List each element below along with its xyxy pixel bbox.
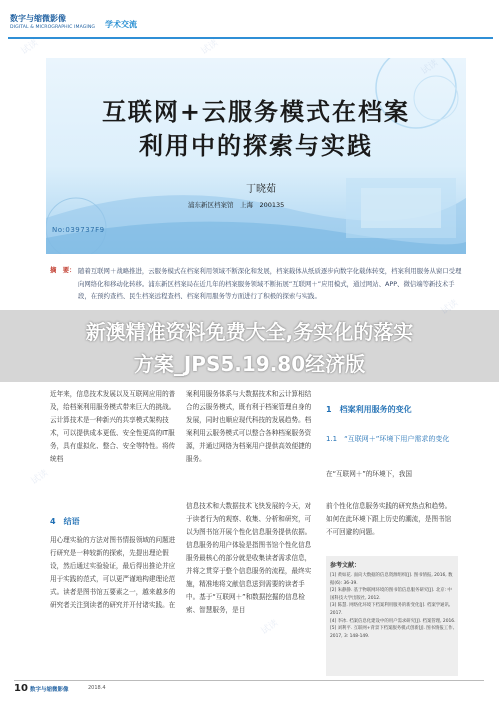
journal-brand-en: DIGITAL & MICROGRAPHIC IMAGING	[10, 25, 96, 30]
footer-brand: 数字与缩微影像	[30, 687, 69, 693]
col3-para1: 在“互联网＋”的环境下，我国	[326, 470, 412, 478]
reference-item: [1] 黄如花. 面向大数据的信息资源组织[J]. 图书情报, 2016, 数据(6): 36-39.	[330, 573, 453, 586]
reference-item: [4] 李冰. 档案信息化建设中的用户需求研究[J]. 档案管理, 2016.	[330, 618, 456, 624]
journal-brand: 数字与缩微影像	[10, 14, 66, 23]
conclusion-heading: 4 结语	[50, 517, 80, 526]
reference-item: [2] 朱静静. 基于物联网环境的图书馆信息服务研究[J]. 北京: 中国科技大学出版社, 2012.	[330, 588, 452, 601]
section1-heading: 1 档案利用服务的变化	[326, 405, 412, 414]
col3-para2: 前个性化信息服务实践的研究热点和趋势。如何在此环境下跟上历史的潮流，是图书馆不可回避的问题。	[326, 502, 452, 536]
watermark: 试读	[419, 58, 441, 77]
reference-item: [5] 刘利平. 互联网+背景下档案服务模式创新[J]. 图书情报工作, 2017, 3: 148-149.	[330, 626, 454, 639]
col2-para1: 案利用服务体系与大数据技术和云计算相结合的云服务模式，既有利于档案管理自身的发展，同时也顺应现代科技的发展趋势。档案利用云服务模式可以整合各种档案服务资源，并通过网络为档案用户提供高效便捷的服务。	[186, 390, 312, 463]
abstract-label: 摘 要：	[50, 266, 76, 274]
col1-para2: 用心理实验的方法对图书情报领域的问题进行研究是一种较新的探索，先提出理论假设，然后通过实验验证，最后得出推论并应用于实践的范式，可以更严谨地构建理论范式。读者是图书馆五要素之一，越来越多的研究者关注到读者的研究并开付诸实践。在	[50, 536, 176, 609]
watermark: 试读	[439, 298, 461, 317]
header-divider	[8, 37, 493, 39]
col1-para1: 近年来，信息技术发展以及互联网应用的普及，给档案利用服务模式带来巨大的挑战。云计算技术是一种新兴的共享模式架构技术，可以提供成本更低、安全性更高的IT服务，具有虚拟化、整合、安全等特性。将传统档	[50, 390, 176, 463]
overlay-line1: 新澳精准资料免费大全,务实化的落实	[85, 320, 414, 344]
watermark: 试读	[259, 618, 281, 637]
footer-divider	[14, 680, 484, 681]
watermark: 试读	[19, 38, 41, 57]
col2-para2: 信息技术和大数据技术飞快发展的今天，对于读者行为的观察、收集、分析和研究，可以为图书馆开展个性化信息服务提供依据。信息服务的用户体验是指图书馆个性化信息服务最核心的部分就是收集读者需求信息，并将之贯穿于整个信息服务的流程，最终实施，精准地将文献信息送到需要的读者手中。基于“互联网＋”和数据挖掘的信息检索、智慧服务，是目	[186, 502, 312, 614]
abstract-text: 随着互联网＋战略推进，云服务模式在档案利用领域不断深化和发展，档案载体从纸质逐步向数字化载体转变，档案利用服务从窗口受理向网络化和移动化转移。浦东新区档案局在近几年的档案服务领域不断拓展“互联网＋”应用模式，通过网站、APP、微信端等新技术手段，在预约查档、民生档案远程查档、档案利用服务等方面进行了积极的探索与实践。	[78, 267, 462, 300]
author-name: 丁晓茹	[246, 184, 276, 195]
references-list	[330, 572, 456, 640]
article-code: No:039737F9	[52, 226, 105, 234]
overlay-line2: 方案_JPS5.19.80经济版	[133, 352, 366, 376]
watermark: 试读	[199, 38, 221, 57]
footer-issue: 2018.4	[88, 685, 106, 691]
reference-item: [3] 陈慧. 网络化环境下档案利用服务的新变化[J]. 档案学通讯, 2017.	[330, 603, 451, 616]
section-label: 学术交流	[105, 20, 137, 29]
article-title-line2: 利用中的探索与实践	[139, 131, 373, 160]
watermark: 试读	[29, 468, 51, 487]
references-title: 参考文献：	[330, 562, 361, 569]
author-affiliation: 浦东新区档案馆 上海 200135	[188, 201, 285, 209]
page-number: 10	[14, 683, 28, 694]
subsection-heading: 1.1 “互联网＋”环境下用户需求的变化	[326, 435, 450, 443]
article-title-line1: 互联网+云服务模式在档案	[101, 97, 411, 126]
